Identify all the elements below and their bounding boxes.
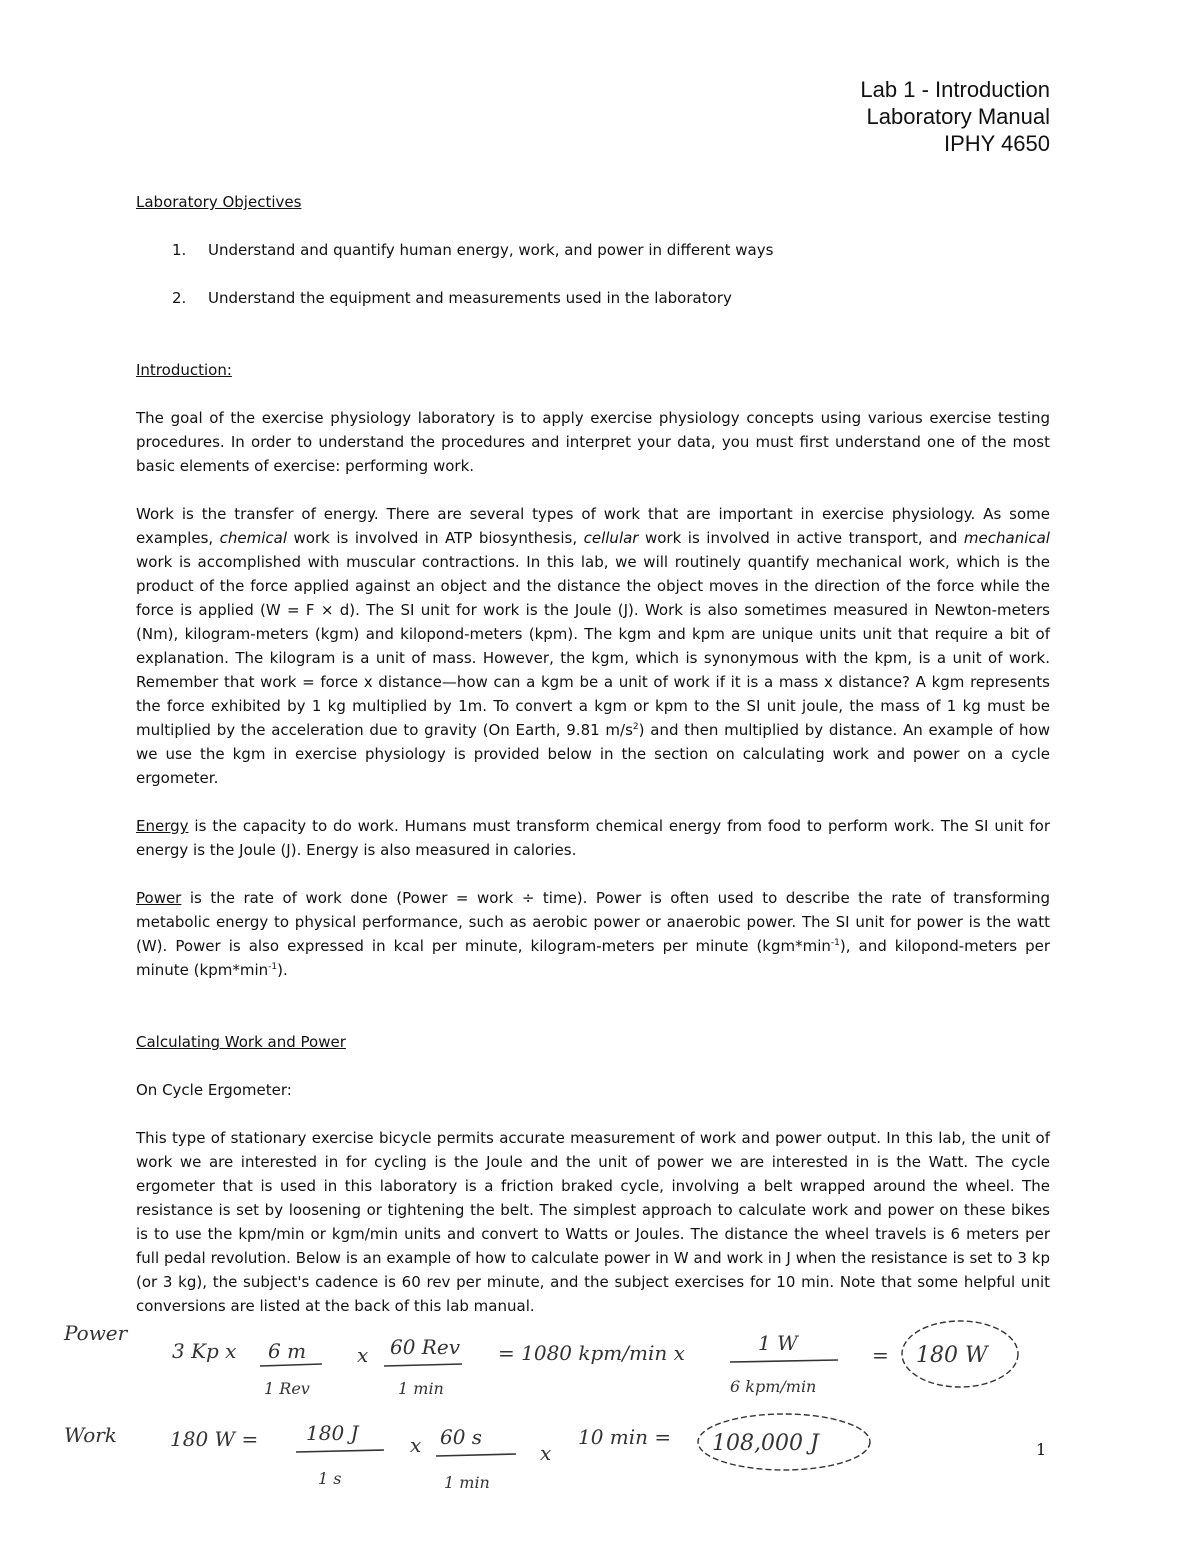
hw-power-term-2-num: 6 m: [268, 1339, 307, 1363]
hw-power-label: Power: [64, 1321, 128, 1345]
handwritten-power-row: [63, 1321, 1018, 1398]
hw-work-term-2-num: 180 J: [306, 1421, 359, 1445]
intro-paragraph-1: The goal of the exercise physiology laboratory is to apply exercise physiology concepts using various exercise testing procedures. In order to understand the procedures and interpret your data, you must first understand one of the most basic elements of exercise: performing work.: [136, 409, 1050, 475]
introduction-heading: Introduction:: [136, 361, 232, 379]
hw-power-answer: 180 W: [916, 1343, 988, 1368]
intro-paragraph-work: Work is the transfer of energy. There are several types of work that are important in exercise physiology. As some examples, chemical work is involved in ATP biosynthesis, cellular work is involved in active transport, and mechanical work is accomplished with muscular contractions. In this lab, we will routinely quantify mechanical work, which is the product of the force applied against an object and the distance the object moves in the direction of the force while the force is applied (W = F × d). The SI unit for work is the Joule (J). Work is also sometimes measured in Newton-meters (Nm), kilogram-meters (kgm) and kilopond-meters (kpm). The kgm and kpm are unique units unit that require a bit of explanation. The kilogram is a unit of mass. However, the kgm, which is synonymous with the kpm, is a unit of work. Remember that work = force x distance—how can a kgm be a unit of work if it is a mass x distance? A kgm represents the force exhibited by 1 kg multiplied by 1m. To convert a kgm or kpm to the SI unit joule, the mass of 1 kg must be multiplied by the acceleration due to gravity (On Earth, 9.81 $m/s^2$) and then multiplied by distance. An example of how we use the kgm in exercise physiology is provided below in the section on calculating work and power on a cycle ergometer.: [136, 505, 1050, 787]
header-manual-title: Laboratory Manual: [866, 104, 1050, 129]
cycle-ergometer-paragraph: This type of stationary exercise bicycle permits accurate measurement of work and power output. In this lab, the unit of work we are interested in for cycling is the Joule and the unit of power we are interested in is the Watt. The cycle ergometer that is used in this laboratory is a friction braked cycle, involving a belt wrapped around the wheel. The resistance is set by loosening or tightening the belt. The simplest approach to calculate work and power on these bikes is to use the kpm/min or kgm/min units and convert to Watts or Joules. The distance the wheel travels is 6 meters per full pedal revolution. Below is an example of how to calculate power in W and work in J when the resistance is set to 3 kp (or 3 kg), the subject's cadence is 60 rev per minute, and the subject exercises for 10 min. Note that some helpful unit conversions are listed at the back of this lab manual.: [136, 1129, 1050, 1315]
page-number: 1: [1036, 1440, 1047, 1459]
hw-power-times-1: x: [357, 1343, 369, 1367]
hw-work-term-2-den: 1 s: [318, 1469, 342, 1488]
hw-work-term-1: 180 W =: [170, 1427, 259, 1451]
hw-power-term-4: = 1080 kpm/min x: [498, 1341, 685, 1365]
hw-power-term-5-den: 6 kpm/min: [730, 1377, 817, 1396]
cycle-ergometer-subheading: On Cycle Ergometer:: [136, 1081, 292, 1099]
hw-work-term-3-num: 60 s: [440, 1425, 483, 1449]
objective-text: Understand and quantify human energy, work, and power in different ways: [208, 241, 774, 259]
hw-work-term-3-den: 1 min: [444, 1473, 490, 1492]
hw-power-term-1: 3 Kp x: [172, 1339, 237, 1363]
hw-work-term-4: 10 min =: [578, 1425, 672, 1449]
objectives-heading: Laboratory Objectives: [136, 193, 302, 211]
hw-work-label: Work: [64, 1423, 117, 1447]
hw-power-term-3-den: 1 min: [398, 1379, 444, 1398]
hw-power-term-5-num: 1 W: [758, 1331, 798, 1355]
hw-work-times-2: x: [540, 1441, 552, 1465]
hw-work-answer: 108,000 J: [712, 1431, 819, 1456]
hw-power-term-3-num: 60 Rev: [390, 1335, 460, 1359]
header-lab-title: Lab 1 - Introduction: [860, 77, 1050, 102]
hw-work-times-1: x: [410, 1433, 422, 1457]
calculating-heading: Calculating Work and Power: [136, 1033, 346, 1051]
objective-number: 1.: [172, 241, 187, 259]
intro-paragraph-energy: Energy is the capacity to do work. Humans must transform chemical energy from food to perform work. The SI unit for energy is the Joule (J). Energy is also measured in calories.: [136, 817, 1050, 859]
objective-text: Understand the equipment and measurements used in the laboratory: [208, 289, 732, 307]
intro-paragraph-power: Power is the rate of work done (Power = work ÷ time). Power is often used to describe the rate of transforming metabolic energy to physical performance, such as aerobic power or anaerobic power. The SI unit for power is the watt (W). Power is also expressed in kcal per minute, kilogram-meters per minute $(kgm*\min^{-1})$, and kilopond-meters per minute $(kpm*\min^{-1})$.: [136, 889, 1050, 979]
header-course-code: IPHY 4650: [943, 131, 1050, 156]
objective-number: 2.: [172, 289, 187, 307]
handwritten-work-row: [64, 1414, 870, 1492]
hw-power-equals: =: [872, 1343, 889, 1367]
hw-power-term-2-den: 1 Rev: [264, 1379, 310, 1398]
